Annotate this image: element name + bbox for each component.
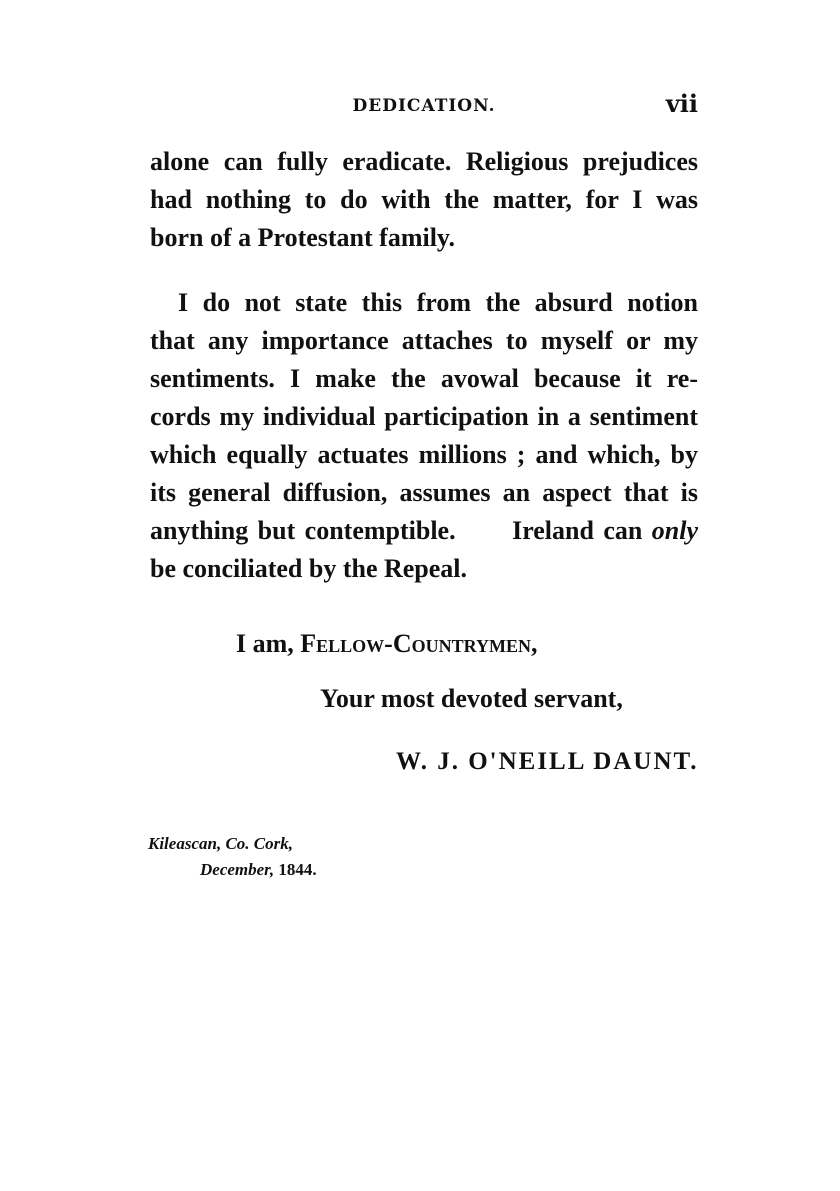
text-segment: anything but contemptible. (150, 516, 456, 545)
text-line: which equally actuates millions ; and which, by (150, 440, 698, 469)
text-line: born of a Protestant family. (150, 223, 455, 252)
text-line: had nothing to do with the matter, for I was (150, 185, 698, 214)
salutation (236, 625, 537, 663)
paragraph-1 (150, 143, 698, 257)
salutation-prefix: I am, (236, 629, 294, 658)
text-line: cords my individual participation in a sentiment (150, 402, 698, 431)
text-line: that any importance attaches to myself or my (150, 326, 698, 355)
dateline-date (200, 858, 317, 882)
valediction: Your most devoted servant, (320, 684, 623, 713)
running-head: DEDICATION. (352, 96, 496, 116)
page-header (150, 89, 698, 120)
text-line: its general diffusion, assumes an aspect that is (150, 478, 698, 507)
page-number: vii (665, 89, 698, 118)
dateline-place: Kileascan, Co. Cork, (148, 834, 293, 853)
text-line: be conciliated by the Repeal. (150, 554, 468, 583)
paragraph-2 (150, 284, 698, 588)
salutation-address: Fellow-Countrymen, (300, 629, 538, 658)
italic-emphasis: only (651, 516, 699, 545)
text-line: alone can fully eradicate. Religious prejudices (150, 147, 698, 176)
text-line: sentiments. I make the avowal because it re- (150, 364, 698, 393)
dateline-year: 1844. (278, 860, 317, 879)
text-segment: Ireland can (512, 516, 643, 545)
text-line: I do not state this from the absurd notion (178, 288, 698, 317)
dateline-month: December, (200, 860, 275, 879)
text-line-with-italic (150, 512, 698, 550)
signature: W. J. O'NEILL DAUNT. (396, 748, 699, 775)
